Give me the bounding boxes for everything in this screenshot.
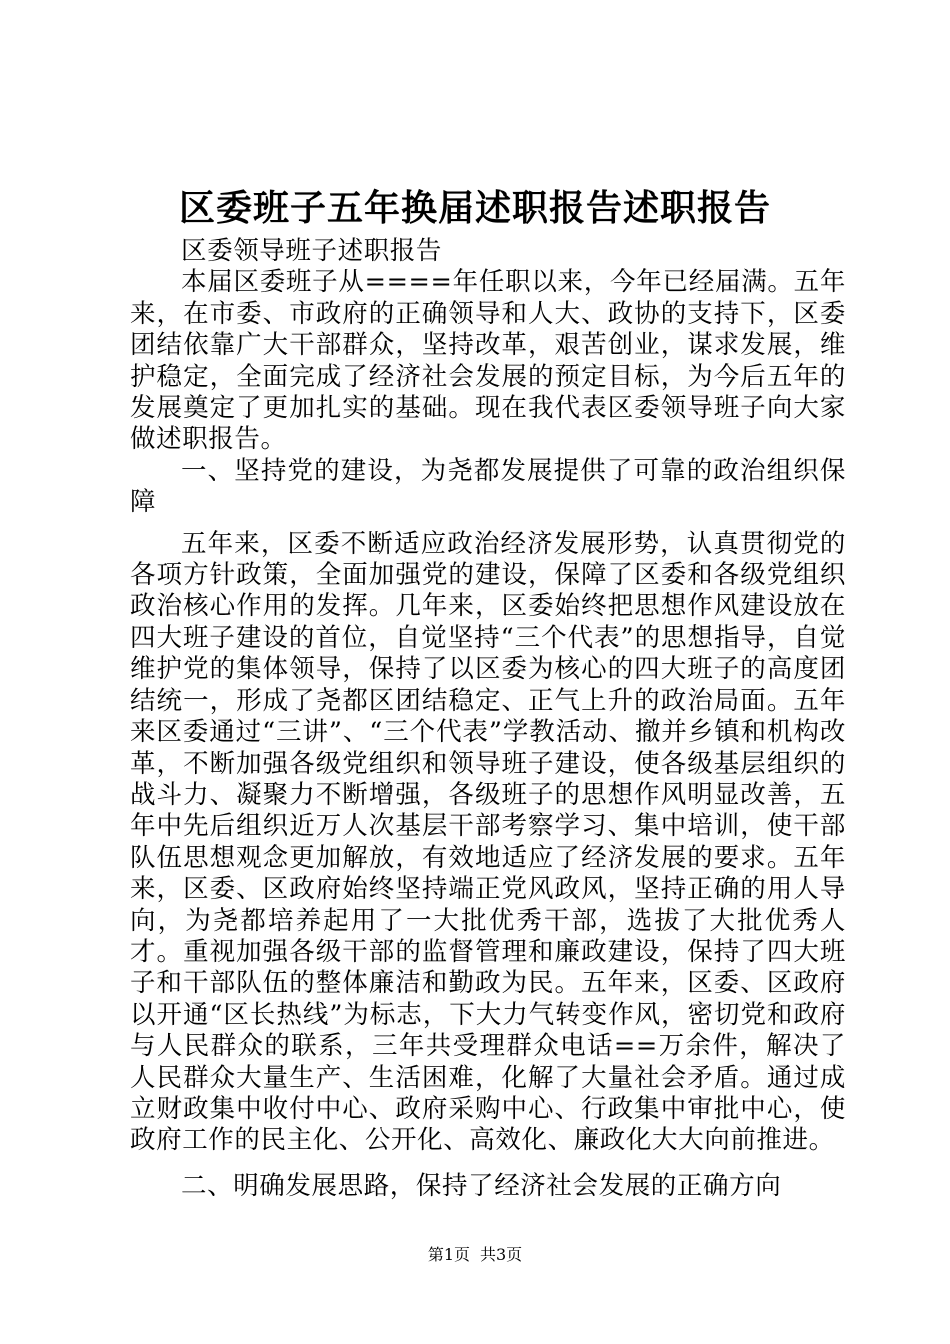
page-footer: [0, 1244, 950, 1266]
section-heading-2: 二、明确发展思路，保持了经济社会发展的正确方向: [181, 1170, 782, 1201]
page-total: 共3页: [480, 1245, 523, 1264]
section-1-paragraph: 五年来，区委不断适应政治经济发展形势，认真贯彻党的各项方针政策，全面加强党的建设，保障了区委和各级党组织政治核心作用的发挥。几年来，区委始终把思想作风建设放在四大班子建设的首位，自觉坚持“三个代表”的思想指导，自觉维护党的集体领导，保持了以区委为核心的四大班子的高度团结统一，形成了尧都区团结稳定、正气上升的政治局面。五年来区委通过“三讲”、“三个代表”学教活动、撤并乡镇和机构改革，不断加强各级党组织和领导班子建设，使各级基层组织的战斗力、凝聚力不断增强，各级班子的思想作风明显改善，五年中先后组织近万人次基层干部考察学习、集中培训，使干部队伍思想观念更加解放，有效地适应了经济发展的要求。五年来，区委、区政府始终坚持端正党风政风，坚持正确的用人导向，为尧都培养起用了一大批优秀干部，选拔了大批优秀人才。重视加强各级干部的监督管理和廉政建设，保持了四大班子和干部队伍的整体廉洁和勤政为民。五年来，区委、区政府以开通“区长热线”为标志，下大力气转变作风，密切党和政府与人民群众的联系，三年共受理群众电话==万余件，解决了人民群众大量生产、生活困难，化解了大量社会矛盾。通过成立财政集中收付中心、政府采购中心、行政集中审批中心，使政府工作的民主化、公开化、高效化、廉政化大大向前推进。: [130, 528, 846, 1156]
intro-paragraph: 本届区委班子从====年任职以来，今年已经届满。五年来，在市委、市政府的正确领导和人大、政协的支持下，区委团结依靠广大干部群众，坚持改革，艰苦创业，谋求发展，维护稳定，全面完成了经济社会发展的预定目标，为今后五年的发展奠定了更加扎实的基础。现在我代表区委领导班子向大家做述职报告。: [130, 267, 846, 455]
page-number: 第1页: [427, 1245, 470, 1264]
section-heading-1: 一、坚持党的建设，为尧都发展提供了可靠的政治组织保障: [130, 455, 846, 518]
subtitle-paragraph: 区委领导班子述职报告: [181, 236, 443, 266]
document-title: 区委班子五年换届述职报告述职报告: [178, 187, 771, 229]
document-body: [130, 236, 846, 1202]
